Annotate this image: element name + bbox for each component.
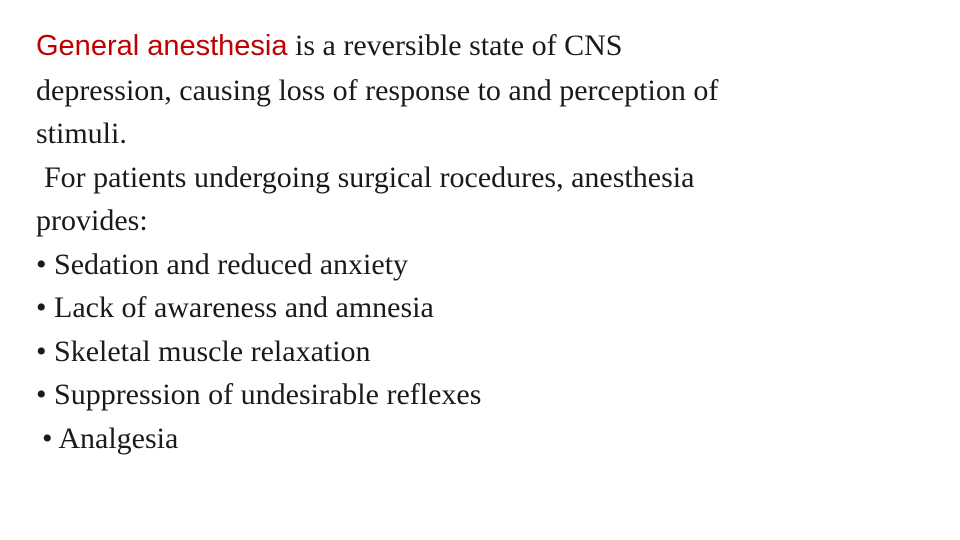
definition-line-2: depression, causing loss of response to and perception of (36, 73, 719, 107)
bullet-item-reflexes: • Suppression of undesirable reflexes (36, 378, 482, 411)
intro-line-1: For patients undergoing surgical rocedures, anesthesia (44, 160, 695, 194)
bullet-item-muscle-relaxation: • Skeletal muscle relaxation (36, 334, 371, 368)
definition-line-3: stimuli. (36, 117, 127, 150)
bullet-item-analgesia: • Analgesia (42, 421, 179, 455)
definition-line-1 (36, 24, 936, 69)
bullet-item-awareness: • Lack of awareness and amnesia (36, 291, 434, 324)
intro-line-2: provides: (36, 204, 148, 237)
slide-text-body (36, 24, 936, 460)
highlighted-term: General anesthesia (36, 30, 288, 62)
definition-text-1: is a reversible state of CNS (287, 29, 623, 62)
bullet-item-sedation: • Sedation and reduced anxiety (36, 247, 409, 281)
